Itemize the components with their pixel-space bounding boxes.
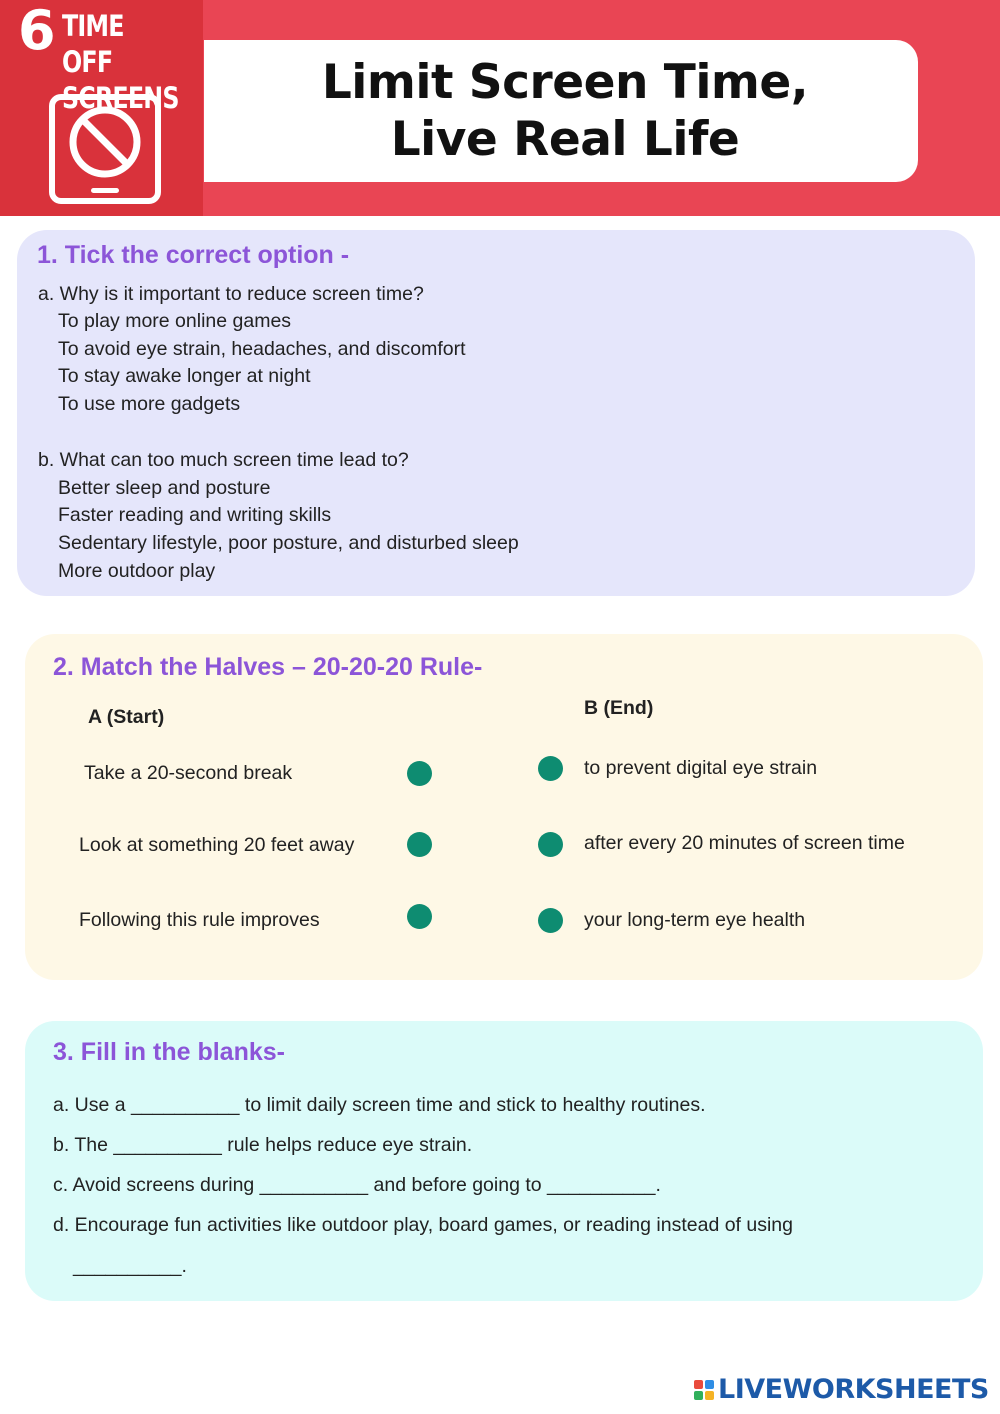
liveworksheets-brand: LIVEWORKSHEETS [718, 1374, 989, 1405]
match-a-item: Take a 20-second break [84, 762, 293, 784]
sdg-logo [0, 0, 203, 216]
match-b-dot[interactable] [538, 756, 563, 781]
question-b-option[interactable]: More outdoor play [58, 560, 216, 582]
question-a-option[interactable]: To avoid eye strain, headaches, and discomfort [58, 338, 466, 360]
question-a-option[interactable]: To stay awake longer at night [58, 365, 311, 387]
section2-heading: 2. Match the Halves – 20-20-20 Rule- [53, 653, 483, 681]
match-a-dot[interactable] [407, 832, 432, 857]
page-title-line1: Limit Screen Time, [321, 55, 809, 110]
fill-blank-line[interactable]: b. The __________ rule helps reduce eye strain. [53, 1134, 473, 1156]
logo-text-line1: TIME OFF [62, 9, 124, 79]
section3-heading: 3. Fill in the blanks- [53, 1038, 285, 1066]
question-b-option[interactable]: Sedentary lifestyle, poor posture, and disturbed sleep [58, 532, 519, 554]
match-b-item: to prevent digital eye strain [584, 757, 818, 779]
title-card [204, 40, 918, 182]
match-a-dot[interactable] [407, 761, 432, 786]
column-b-header: B (End) [584, 697, 654, 719]
page-title-line2: Live Real Life [390, 112, 740, 167]
match-b-item: after every 20 minutes of screen time [584, 832, 905, 854]
fill-blank-line: d. Encourage fun activities like outdoor play, board games, or reading instead of using [53, 1214, 794, 1236]
question-b-prompt: b. What can too much screen time lead to? [38, 449, 409, 471]
question-b-option[interactable]: Better sleep and posture [58, 477, 271, 499]
section1-heading: 1. Tick the correct option - [37, 241, 350, 269]
fill-blank-line[interactable]: a. Use a __________ to limit daily screen time and stick to healthy routines. [53, 1094, 706, 1116]
logo-number: 6 [18, 0, 56, 62]
logo-text-line2: SCREENS [62, 81, 179, 115]
match-b-dot[interactable] [538, 908, 563, 933]
liveworksheets-grid-icon [694, 1380, 714, 1400]
match-a-item: Following this rule improves [79, 909, 320, 931]
question-b-option[interactable]: Faster reading and writing skills [58, 504, 332, 526]
liveworksheets-logo [694, 1374, 989, 1405]
question-a-prompt: a. Why is it important to reduce screen time? [38, 283, 424, 305]
fill-blank-line[interactable]: c. Avoid screens during __________ and before going to __________. [53, 1174, 661, 1196]
match-a-dot[interactable] [407, 904, 432, 929]
match-b-item: your long-term eye health [584, 909, 806, 931]
match-a-item: Look at something 20 feet away [79, 834, 355, 856]
question-a-option[interactable]: To use more gadgets [58, 393, 241, 415]
question-a-option[interactable]: To play more online games [58, 310, 292, 332]
fill-blank-line[interactable]: __________. [73, 1255, 187, 1277]
column-a-header: A (Start) [88, 706, 165, 728]
match-b-dot[interactable] [538, 832, 563, 857]
no-tablet-icon [49, 94, 161, 206]
